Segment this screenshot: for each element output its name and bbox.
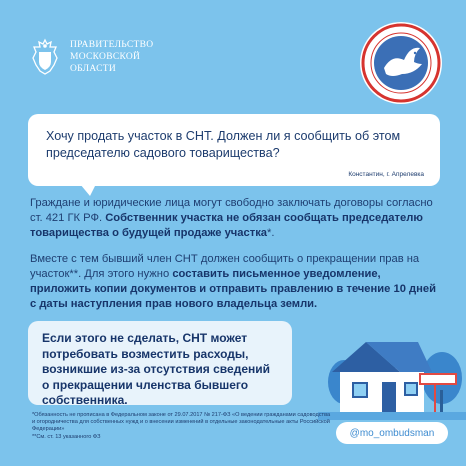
paragraph-1-text: Граждане и юридические лица могут свободно заключать договоры согласно ст. 421 ГК РФ.	[30, 197, 433, 224]
footnote-1: *Обязанность не прописана в Федеральном законе от 29.07.2017 № 217-ФЗ «О ведении гражданами садоводства и огородничества для собственных нужд и о внесении изменений в отдельные законодательные акты Российской Федерации»	[32, 412, 331, 432]
header	[30, 38, 153, 76]
paragraph-2-text-2: . Для этого нужно	[78, 268, 173, 280]
footnote-mark: **	[69, 268, 79, 280]
paragraph-1-tail: *.	[267, 227, 275, 239]
question-card	[28, 114, 440, 186]
paragraph-2	[30, 252, 440, 312]
paragraph-2-bold: составить письменное уведомление, приложить копии документов и отправить правлению в течение 10 дней с даты наступления прав нового владельца земли.	[30, 268, 436, 310]
paragraph-1-bold: Собственник участка не обязан сообщать председателю товарищества о будущей продаже участка	[30, 212, 423, 239]
org-name: ПРАВИТЕЛЬСТВО МОСКОВСКОЙ ОБЛАСТИ	[70, 40, 154, 74]
footnotes	[32, 412, 332, 442]
footnote-2: **См. ст. 13 указанного ФЗ	[32, 434, 101, 440]
social-handle-badge[interactable]: @mo_ombudsman	[336, 422, 448, 444]
speech-bubble-tail	[80, 184, 96, 196]
question-text: Хочу продать участок в СНТ. Должен ли я сообщить об этом председателю садового товарищества?	[46, 129, 401, 160]
paragraph-1	[30, 196, 440, 241]
ombudsman-dove-seal-icon	[358, 20, 444, 106]
paragraph-2-text-1: Вместе с тем бывший член СНТ должен сообщить о прекращении прав на участок	[30, 253, 420, 280]
coat-of-arms-icon	[30, 38, 60, 76]
house-illustration-icon	[318, 320, 466, 420]
highlight-box: Если этого не сделать, СНТ может потребовать возместить расходы, возникшие из-за отсутствия сведений о прекращении членства бывшего собственника.	[28, 321, 292, 405]
question-author: Константин, г. Апрелевка	[348, 171, 424, 178]
